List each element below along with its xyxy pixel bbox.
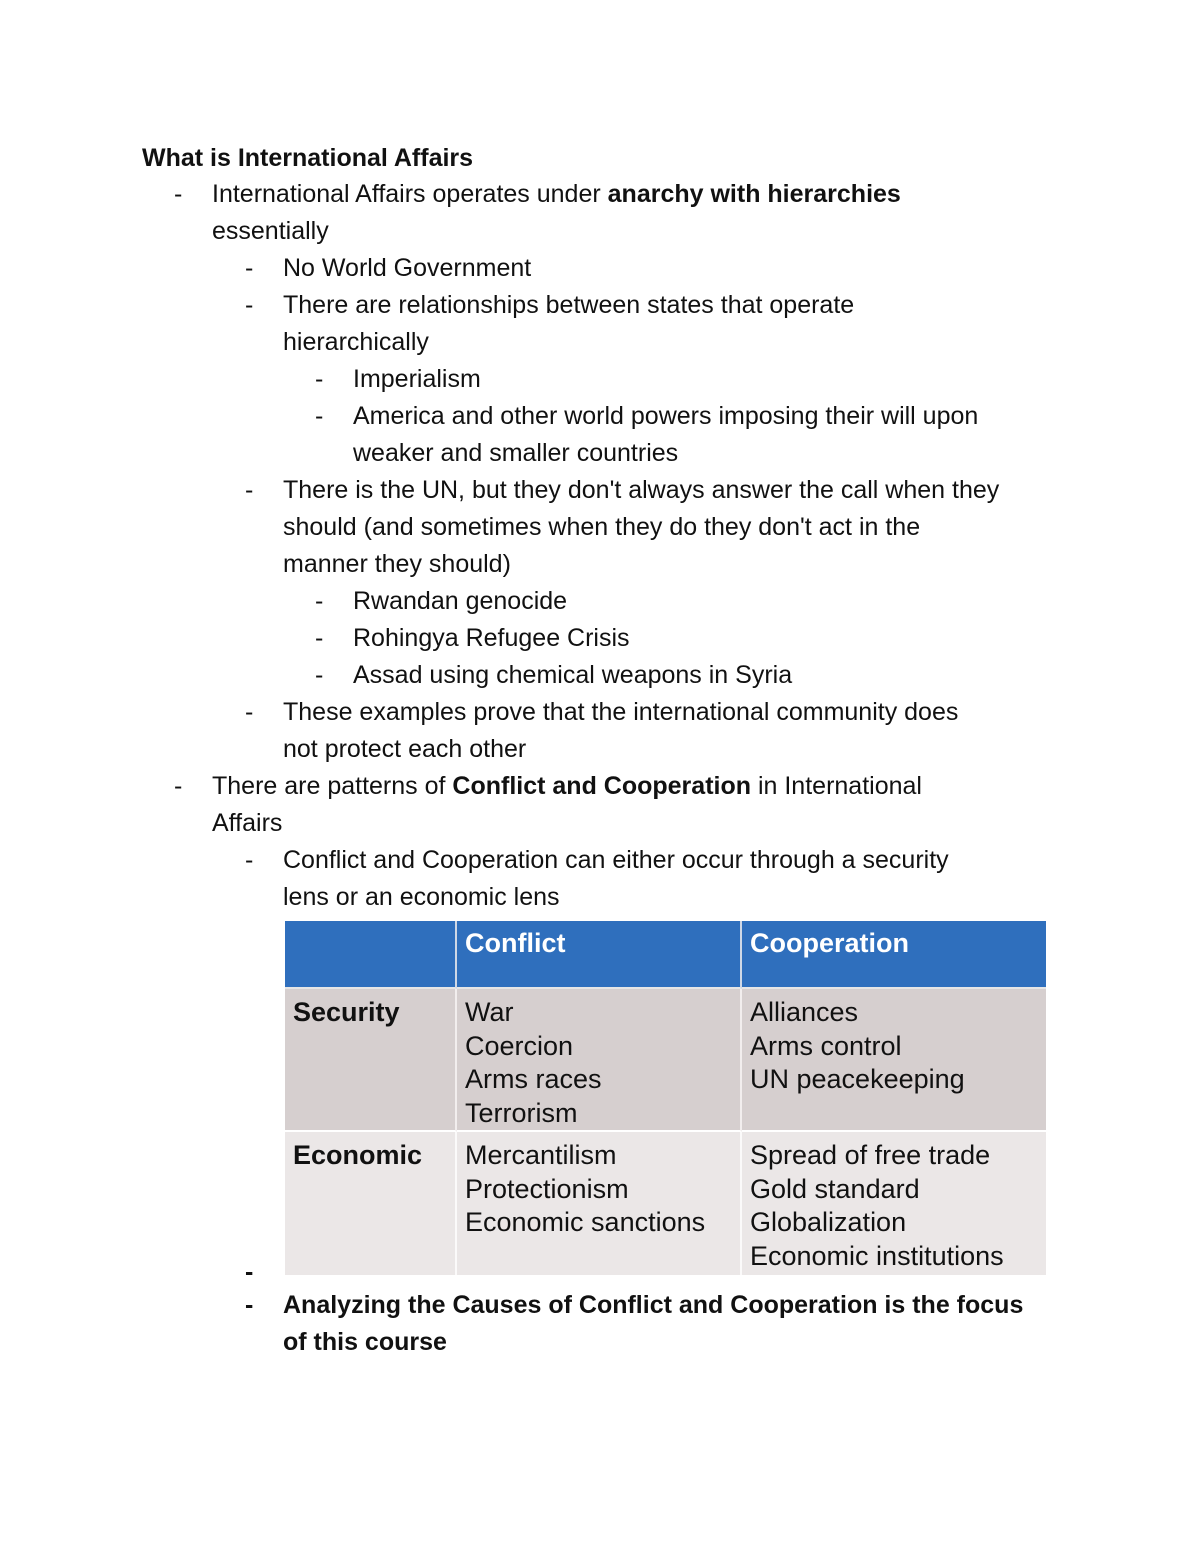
list-item (315, 583, 1073, 620)
list-item (245, 250, 1073, 287)
item-text: lens or an economic lens (283, 883, 560, 911)
cell-item: Economic institutions (750, 1240, 1004, 1271)
bullet-dash: - (315, 661, 324, 689)
cell-item: Spread of free trade (750, 1140, 991, 1170)
item-text: Analyzing the Causes of Conflict and Cooperation is the focus (283, 1291, 1024, 1319)
list-item (245, 1287, 1073, 1361)
list-item (315, 398, 1073, 472)
item-text: Assad using chemical weapons in Syria (353, 661, 793, 689)
economic-cooperation-cell (742, 1132, 1046, 1275)
cell-item: Arms control (750, 1030, 902, 1061)
item-text: Affairs (212, 809, 283, 837)
table-row (285, 1132, 1046, 1275)
cell-item: Arms races (465, 1064, 602, 1094)
item-text: Rohingya Refugee Crisis (353, 624, 630, 652)
list-item (315, 361, 1073, 398)
item-text: There are patterns of (212, 772, 453, 800)
list-item (315, 657, 1073, 694)
bullet-dash: - (174, 772, 183, 800)
security-conflict-cell (457, 989, 742, 1132)
security-cooperation-cell (742, 989, 1046, 1132)
item-text: These examples prove that the international community does (283, 698, 959, 726)
item-text: essentially (212, 217, 329, 245)
economic-conflict-cell (457, 1132, 742, 1275)
table-header-row (285, 921, 1046, 989)
item-text: There are relationships between states that operate (283, 291, 855, 319)
item-text: not protect each other (283, 735, 527, 763)
cell-item: Mercantilism (465, 1140, 617, 1170)
table-row (285, 989, 1046, 1132)
row-label-security: Security (285, 989, 457, 1132)
cell-item: Protectionism (465, 1173, 629, 1204)
page-title: What is International Affairs (142, 144, 474, 172)
item-text: Conflict and Cooperation can either occur through a security (283, 846, 949, 874)
item-text: No World Government (283, 254, 532, 282)
bullet-dash: - (245, 476, 254, 504)
bullet-dash: - (245, 1291, 254, 1319)
item-text: Rwandan genocide (353, 587, 568, 615)
table-header-blank (285, 921, 457, 989)
list-item (245, 287, 1073, 361)
cell-item: War (465, 997, 514, 1027)
table-header-conflict: Conflict (457, 921, 742, 989)
bullet-dash: - (315, 365, 324, 393)
item-text: There is the UN, but they don't always answer the call when they (283, 476, 1000, 504)
bullet-dash: - (315, 402, 324, 430)
table-header-cooperation: Cooperation (742, 921, 1046, 989)
cell-item: UN peacekeeping (750, 1064, 965, 1094)
item-bold-text: anarchy with hierarchies (607, 180, 901, 208)
list-item (174, 176, 1072, 250)
item-text: should (and sometimes when they do they don't act in the (283, 513, 921, 541)
cell-item: Globalization (750, 1207, 907, 1237)
bullet-dash: - (174, 180, 183, 208)
conflict-cooperation-table (285, 921, 1046, 1275)
item-text: weaker and smaller countries (353, 439, 679, 467)
cell-item: Economic sanctions (465, 1207, 706, 1237)
list-item (245, 472, 1073, 583)
list-item (315, 620, 1073, 657)
bullet-dash: - (245, 254, 254, 282)
item-text: hierarchically (283, 328, 429, 356)
list-item (245, 842, 1073, 916)
item-text: America and other world powers imposing their will upon (353, 402, 979, 430)
list-item (174, 768, 1072, 842)
item-text: International Affairs operates under (212, 180, 608, 208)
bullet-dash: - (315, 624, 324, 652)
bullet-dash: - (245, 1258, 254, 1286)
item-text: Imperialism (353, 365, 481, 393)
item-text: in International (751, 772, 922, 800)
cell-item: Alliances (750, 997, 859, 1027)
bullet-dash: - (315, 587, 324, 615)
cell-item: Coercion (465, 1030, 574, 1061)
bullet-dash: - (245, 698, 254, 726)
bullet-dash: - (245, 291, 254, 319)
cell-item: Gold standard (750, 1173, 920, 1204)
list-item (245, 694, 1073, 768)
bullet-dash: - (245, 846, 254, 874)
row-label-economic: Economic (285, 1132, 457, 1275)
cell-item: Terrorism (465, 1097, 578, 1128)
item-bold-text: Conflict and Cooperation (452, 772, 752, 800)
item-text: of this course (283, 1328, 447, 1356)
item-text: manner they should) (283, 550, 511, 578)
